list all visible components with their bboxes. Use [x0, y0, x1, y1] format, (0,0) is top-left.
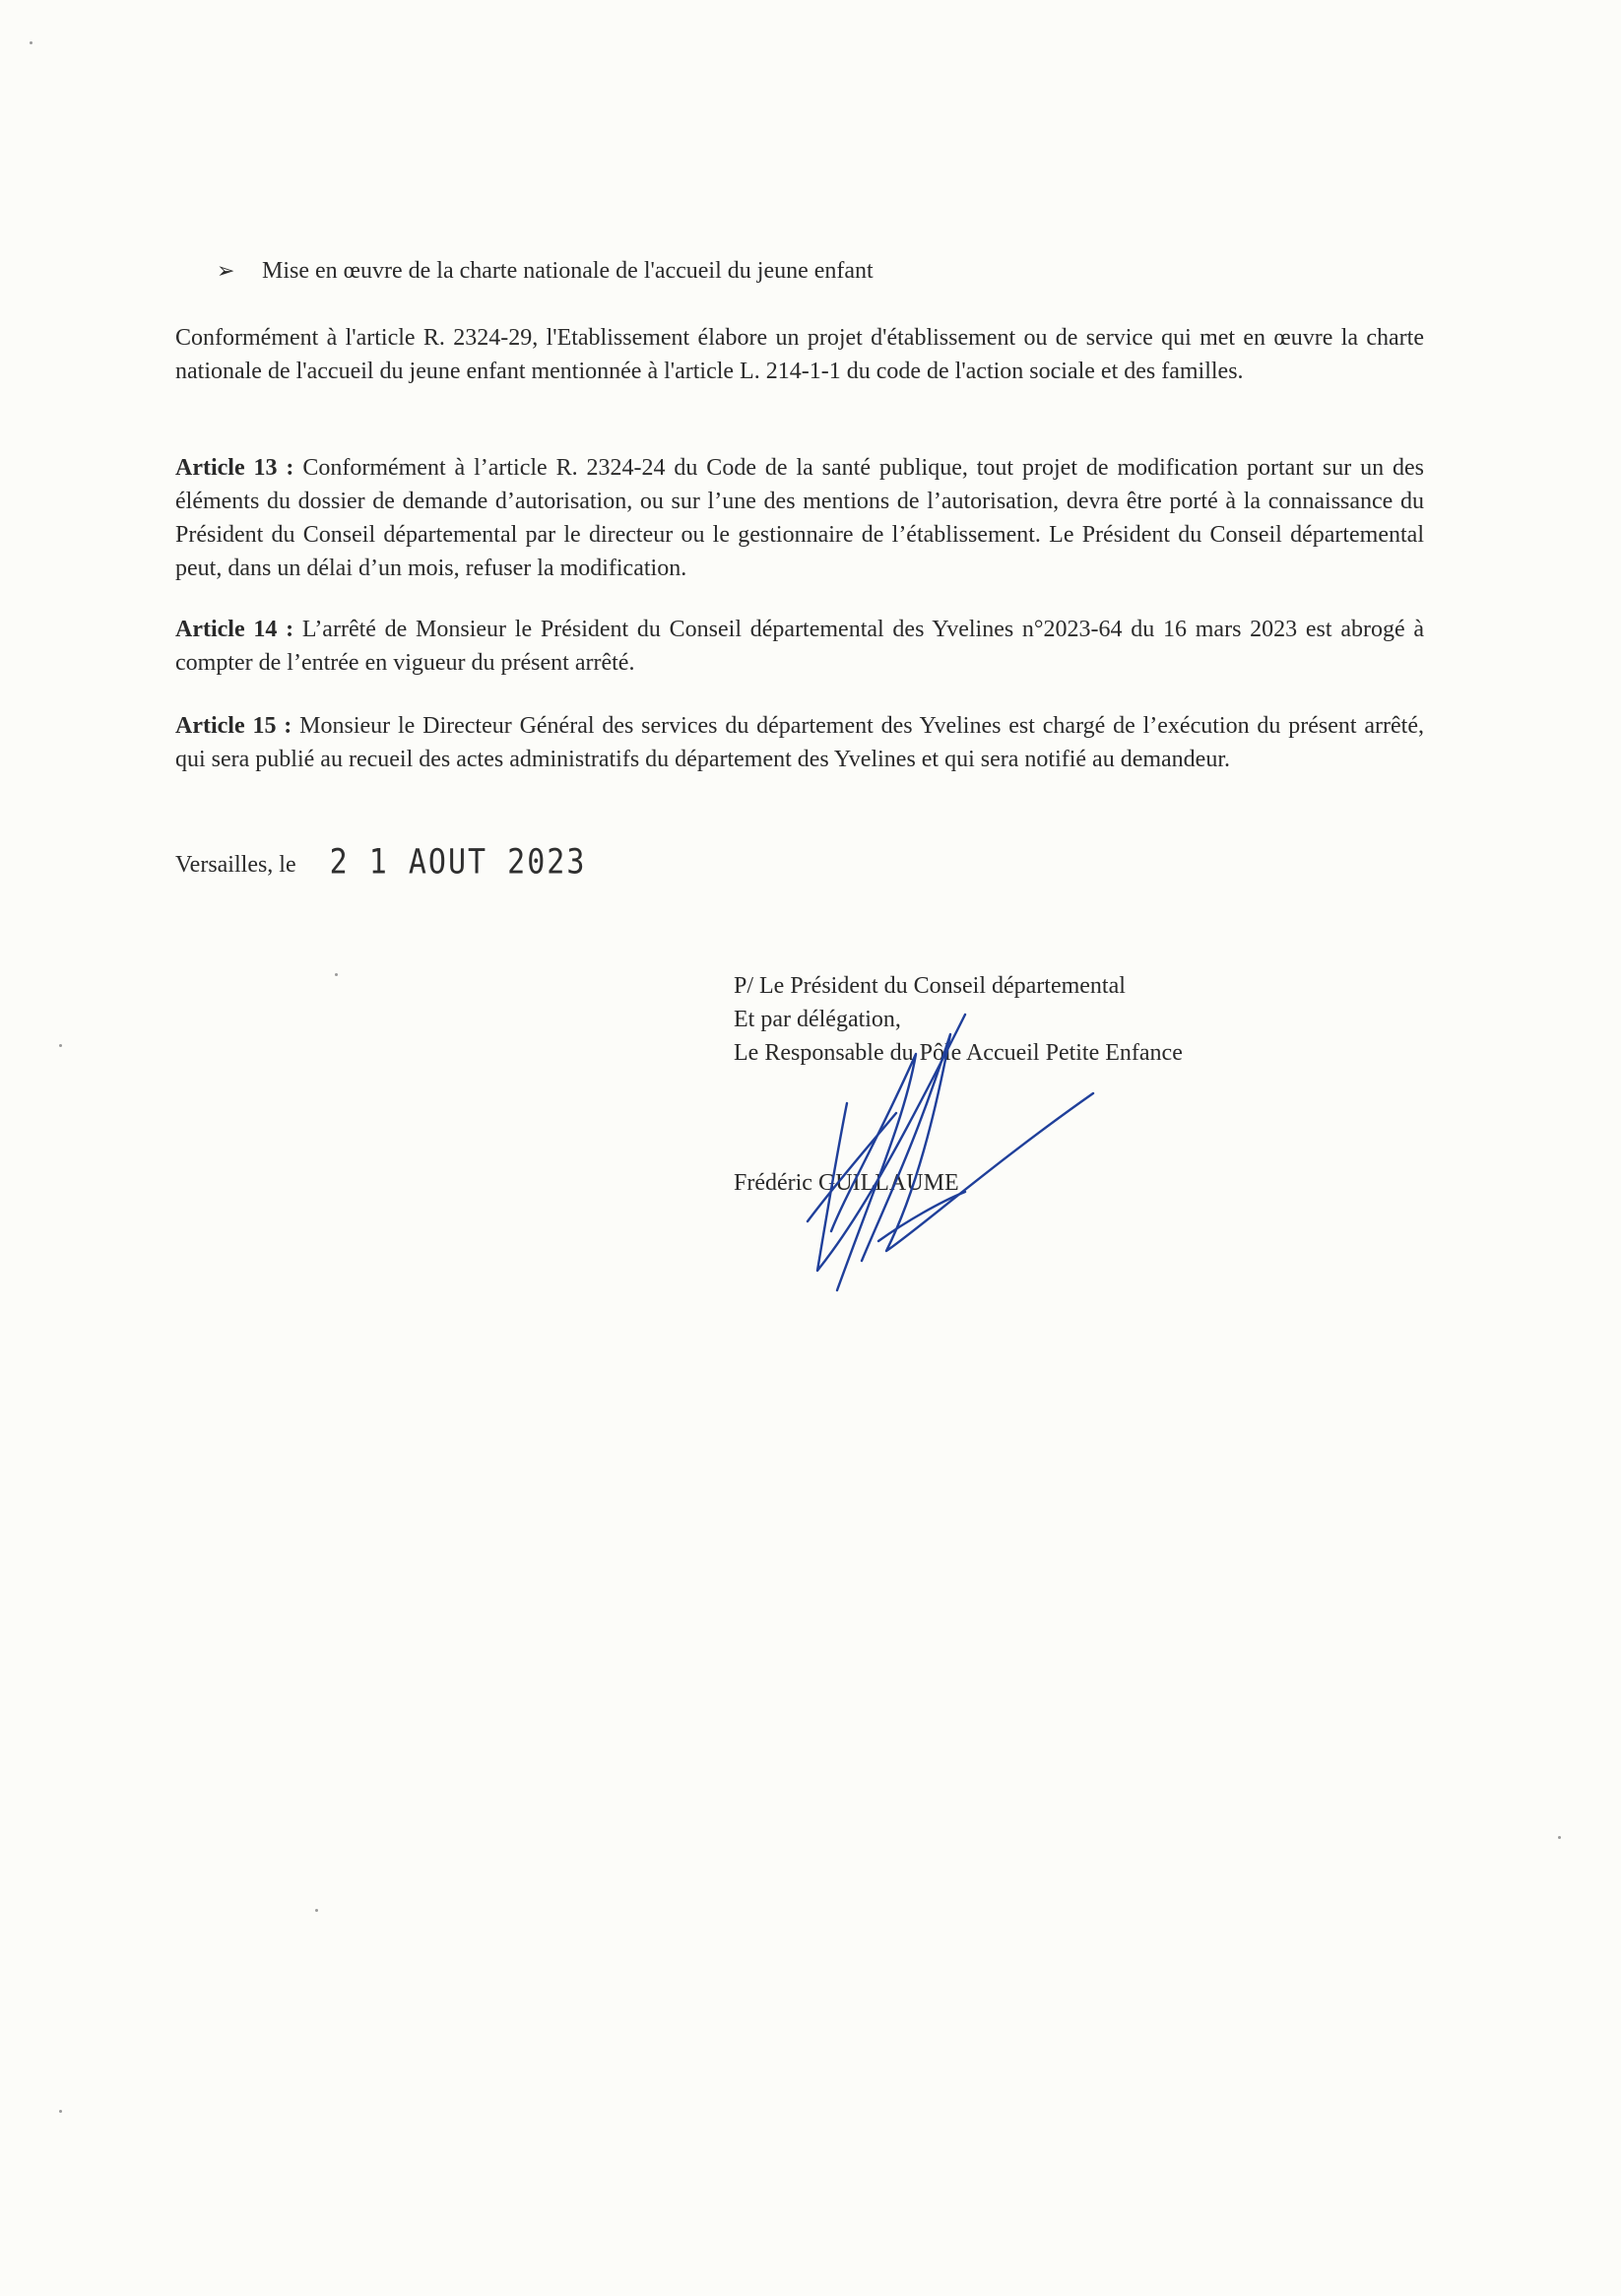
place-label: Versailles, le [175, 852, 296, 878]
article-15-label: Article 15 : [175, 713, 292, 739]
article-13-label: Article 13 : [175, 455, 294, 481]
paragraph-charte: Conformément à l'article R. 2324-29, l'Etablissement élabore un projet d'établissement ou de service qui met en œuvre la charte nationale de l'accueil du jeune enfant mentionnée à l'article L. 214-1-1 du code de l'action sociale et des familles. [175, 325, 1424, 384]
bullet-text: Mise en œuvre de la charte nationale de l'accueil du jeune enfant [262, 258, 874, 284]
paragraph-article-13 [175, 451, 1424, 585]
article-15-text: Monsieur le Directeur Général des services du département des Yvelines est chargé de l’exécution du présent arrêté, qui sera publié au recueil des actes administratifs du département des Yvelines et qui sera notifié au demandeur. [175, 713, 1425, 772]
scan-speck [59, 2110, 62, 2113]
authority-line-1: P/ Le Président du Conseil départemental [734, 973, 1126, 999]
bullet-item [217, 258, 874, 285]
handwritten-signature [768, 995, 1103, 1310]
paragraph-article-14 [175, 613, 1424, 680]
date-stamp: 2 1 AOUT 2023 [329, 842, 587, 883]
scan-speck [1558, 1836, 1561, 1839]
paragraph-article-15 [175, 709, 1424, 776]
article-14-text: L’arrêté de Monsieur le Président du Conseil départemental des Yvelines n°2023-64 du 16 mars 2023 est abrogé à compter de l’entrée en vigueur du présent arrêté. [175, 617, 1425, 676]
article-14-label: Article 14 : [175, 617, 294, 642]
arrow-bullet-icon: ➢ [217, 258, 235, 283]
authority-line-3: Le Responsable du Pôle Accueil Petite Enfance [734, 1040, 1183, 1066]
article-13-text: Conformément à l’article R. 2324-24 du Code de la santé publique, tout projet de modification portant sur un des éléments du dossier de demande d’autorisation, ou sur l’une des mentions de l’autorisation, devra être porté à la connaissance du Président du Conseil départemental par le directeur ou le gestionnaire de l’établissement. Le Président du Conseil départemental peut, dans un délai d’un mois, refuser la modification. [175, 455, 1424, 581]
signer-name: Frédéric GUILLAUME [734, 1170, 959, 1196]
scan-speck [315, 1909, 318, 1912]
scan-speck [30, 41, 32, 44]
authority-line-2: Et par délégation, [734, 1007, 901, 1032]
place-and-date [175, 842, 587, 883]
scan-speck [335, 973, 338, 976]
scan-speck [59, 1044, 62, 1047]
